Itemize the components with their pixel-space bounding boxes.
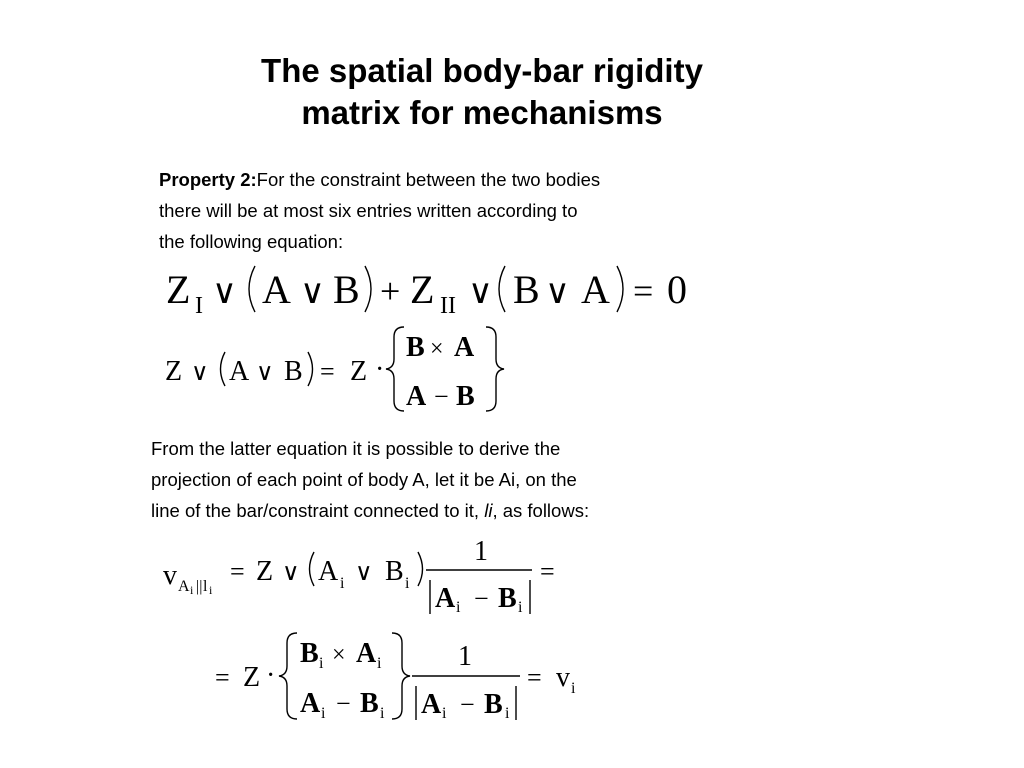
eq2-equals: = (320, 357, 335, 386)
eq2-bottom-a: A (406, 381, 427, 412)
eq1-vee-4: ∨ (545, 274, 570, 311)
eq3-sub-l: l (203, 578, 208, 595)
eq1-a-1: A (262, 267, 291, 312)
eq3-equals-1: = (230, 557, 245, 586)
eq3-den-b: B (498, 583, 517, 614)
equation-1 (166, 266, 687, 319)
eq2-a: A (229, 356, 250, 387)
eq4-top-a: A (356, 638, 377, 669)
eq2-b: B (284, 356, 303, 387)
eq2-vee-1: ∨ (191, 360, 209, 386)
eq4-bottom-a-sub-i: i (321, 705, 326, 722)
eq4-top-a-sub-i: i (377, 655, 382, 672)
eq4-bottom-a: A (300, 688, 321, 719)
eq1-equals: = (633, 271, 654, 311)
eq1-vee-3: ∨ (468, 274, 493, 311)
property-line-3: the following equation: (159, 231, 344, 252)
eq1-z-1: Z (166, 267, 191, 312)
eq2-brace-left (386, 327, 404, 411)
eq1-paren-close-2 (617, 266, 623, 312)
eq1-zero: 0 (667, 267, 687, 312)
eq4-bottom-minus: − (336, 689, 351, 718)
property-line-2: there will be at most six entries written according to (159, 200, 578, 221)
eq1-vee-2: ∨ (300, 274, 325, 311)
eq1-a-2: A (581, 267, 610, 312)
equation-4 (215, 633, 576, 722)
eq3-sub-a: A (178, 578, 190, 595)
eq3-sub-i-1: i (190, 583, 194, 597)
eq3-den-b-sub-i: i (518, 599, 523, 616)
derive-text-3a: line of the bar/constraint connected to it, (151, 500, 485, 521)
eq4-equals-2: = (527, 663, 542, 692)
eq2-brace-right (486, 327, 504, 411)
eq2-bottom-b: B (456, 381, 475, 412)
property-label: Property 2: (159, 169, 257, 190)
eq1-vee-1: ∨ (212, 274, 237, 311)
eq3-vee-1: ∨ (282, 560, 300, 586)
eq4-cdot: · (266, 660, 276, 691)
eq4-equals-1: = (215, 663, 230, 692)
derive-line-1: From the latter equation it is possible to derive the (151, 438, 561, 459)
eq3-v: v (163, 560, 177, 591)
eq2-bottom-minus: − (434, 382, 449, 411)
eq1-b-1: B (333, 267, 360, 312)
eq4-z: Z (243, 662, 261, 693)
eq4-den-minus: − (460, 690, 475, 719)
eq4-den-b: B (484, 689, 503, 720)
eq4-v: v (556, 662, 570, 693)
eq2-z-1: Z (165, 356, 183, 387)
property-text-1: For the constraint between the two bodies (256, 169, 601, 190)
eq1-b-2: B (513, 267, 540, 312)
eq4-numerator-one: 1 (458, 641, 472, 672)
eq3-den-a: A (435, 583, 456, 614)
eq4-bottom-b-sub-i: i (380, 705, 385, 722)
eq3-paren-close (418, 552, 423, 586)
eq3-sub-parallel: || (196, 578, 203, 595)
eq1-z-2: Z (410, 267, 435, 312)
eq2-paren-open (221, 352, 226, 386)
eq4-bottom-b: B (360, 688, 379, 719)
eq1-sub-i: I (195, 293, 203, 319)
eq4-top-times: × (332, 642, 346, 668)
eq3-paren-open (310, 552, 315, 586)
slide-title-line-2: matrix for mechanisms (301, 94, 663, 131)
derive-line-2: projection of each point of body A, let it be Ai, on the (151, 469, 577, 490)
slide-title-line-1: The spatial body-bar rigidity (261, 52, 703, 89)
eq3-den-minus: − (474, 584, 489, 613)
eq2-z-2: Z (350, 356, 368, 387)
equation-3 (163, 536, 555, 616)
eq3-z: Z (256, 556, 274, 587)
eq4-top-b-sub-i: i (319, 655, 324, 672)
eq4-den-b-sub-i: i (505, 705, 510, 722)
eq4-v-sub-i: i (571, 680, 576, 697)
eq3-b-sub-i: i (405, 575, 410, 592)
eq3-a-sub-i: i (340, 575, 345, 592)
eq2-vee-2: ∨ (256, 360, 274, 386)
eq4-brace-right (392, 633, 410, 719)
eq1-paren-open-1 (249, 266, 255, 312)
eq4-den-a-sub-i: i (442, 705, 447, 722)
eq4-brace-left (279, 633, 297, 719)
eq4-den-a: A (421, 689, 442, 720)
eq2-top-times: × (430, 336, 444, 362)
eq1-paren-close-1 (365, 266, 371, 312)
eq2-cdot: · (375, 354, 385, 385)
eq1-sub-ii: II (440, 293, 456, 319)
eq4-top-b: B (300, 638, 319, 669)
equation-2 (165, 327, 504, 412)
eq3-vee-2: ∨ (355, 560, 373, 586)
eq3-sub-i-2: i (209, 583, 213, 597)
eq2-top-b: B (406, 332, 425, 363)
bar-symbol-li: li (484, 500, 493, 521)
eq3-equals-2: = (540, 557, 555, 586)
eq3-numerator-one: 1 (474, 536, 488, 567)
eq2-top-a: A (454, 332, 475, 363)
eq1-paren-open-2 (499, 266, 505, 312)
eq3-b: B (385, 556, 404, 587)
eq3-den-a-sub-i: i (456, 599, 461, 616)
eq2-paren-close (308, 352, 313, 386)
derive-text-3b: , as follows: (492, 500, 590, 521)
eq1-plus: + (380, 271, 401, 311)
eq3-a: A (318, 556, 339, 587)
